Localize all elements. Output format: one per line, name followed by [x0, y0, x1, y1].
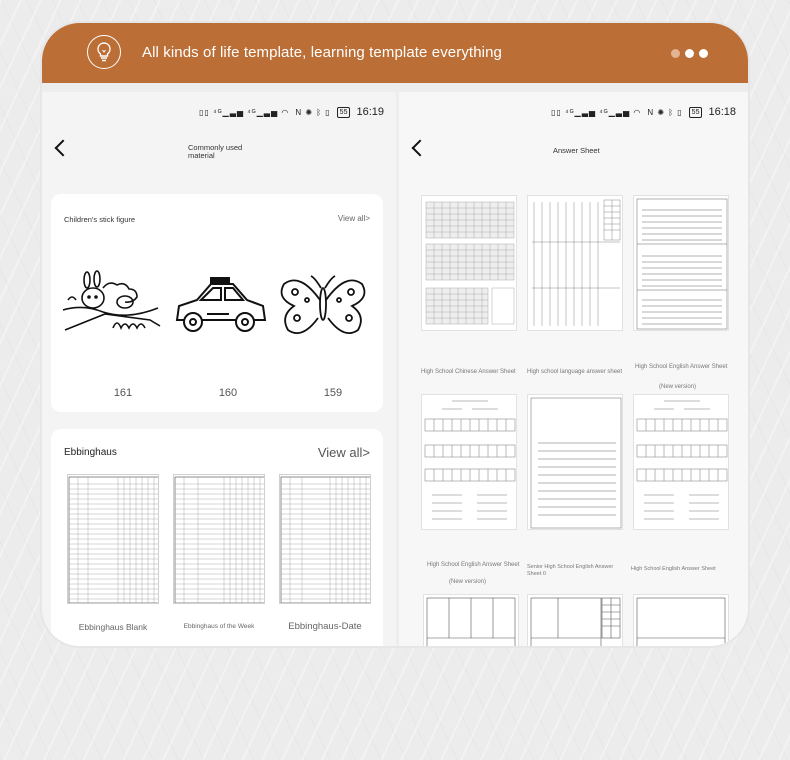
- answer-sheet-thumbnail[interactable]: [421, 394, 517, 530]
- ebbinghaus-week-thumbnail[interactable]: [173, 474, 265, 604]
- header-banner: [42, 23, 748, 83]
- answer-sheet-thumbnail[interactable]: [633, 195, 729, 331]
- right-phone-screen: [399, 92, 748, 646]
- left-phone-screen: [42, 92, 396, 646]
- item-count: 159: [323, 387, 343, 399]
- answer-sheet-thumbnail[interactable]: [633, 594, 729, 648]
- banner-title: All kinds of life template, learning template everything: [142, 44, 502, 61]
- answer-sheet-thumbnail[interactable]: [633, 394, 729, 530]
- carousel-dots[interactable]: [671, 49, 708, 58]
- battery-icon: 55: [337, 107, 351, 118]
- ebbinghaus-blank-thumbnail[interactable]: [67, 474, 159, 604]
- bunny-scene-drawing-icon[interactable]: [63, 270, 163, 340]
- page-title: Commonly used material: [188, 143, 243, 160]
- thumbnail-caption: Ebbinghaus-Date: [288, 621, 362, 632]
- thumbnail-caption-note: (New version): [449, 579, 487, 585]
- ebbinghaus-date-thumbnail[interactable]: [279, 474, 371, 604]
- system-icons: N ✺ ᛒ ▯: [295, 107, 331, 117]
- status-bar: [199, 106, 384, 118]
- answer-sheet-thumbnail[interactable]: [423, 594, 519, 648]
- status-time: 16:19: [356, 106, 384, 118]
- app-showcase-frame: [40, 21, 750, 648]
- status-time: 16:18: [708, 106, 736, 118]
- page-title: Answer Sheet: [553, 146, 600, 155]
- answer-sheet-thumbnail[interactable]: [527, 594, 623, 648]
- status-bar: [551, 106, 736, 118]
- answer-sheet-thumbnail[interactable]: [421, 195, 517, 331]
- battery-icon: 55: [689, 107, 703, 118]
- carousel-dot[interactable]: [699, 49, 708, 58]
- view-all-link[interactable]: View all>: [317, 445, 370, 460]
- thumbnail-caption: Senior High School English Answer Sheet 0: [527, 564, 614, 577]
- signal-icons: ▯▯ ⁴ᴳ▁▃▅ ⁴ᴳ▁▃▅ ◠: [199, 107, 290, 117]
- answer-sheet-thumbnail[interactable]: [527, 394, 623, 530]
- carousel-dot[interactable]: [685, 49, 694, 58]
- thumbnail-caption: Ebbinghaus Blank: [78, 622, 148, 632]
- answer-sheet-thumbnail[interactable]: [527, 195, 623, 331]
- butterfly-drawing-icon[interactable]: [273, 270, 373, 340]
- ebbinghaus-card: [51, 429, 383, 648]
- thumbnail-caption: High School English Answer Sheet: [631, 566, 716, 572]
- back-chevron-icon[interactable]: [55, 140, 72, 157]
- signal-icons: ▯▯ ⁴ᴳ▁▃▅ ⁴ᴳ▁▃▅ ◠: [551, 107, 642, 117]
- thumbnail-caption: Ebbinghaus of the Week: [183, 623, 255, 630]
- item-count: 161: [113, 387, 133, 399]
- thumbnail-caption: High School Chinese Answer Sheet: [421, 369, 516, 375]
- thumbnail-caption: High School English Answer Sheet: [427, 562, 520, 568]
- thumbnail-caption-note: (New version): [659, 384, 697, 390]
- lightbulb-icon: [87, 35, 121, 69]
- back-chevron-icon[interactable]: [412, 140, 429, 157]
- view-all-link[interactable]: View all>: [337, 214, 370, 223]
- card-title: Children's stick figure: [64, 215, 136, 224]
- item-count: 160: [218, 387, 238, 399]
- thumbnail-caption: High school language answer sheet: [527, 369, 623, 375]
- taxi-drawing-icon[interactable]: [169, 270, 269, 340]
- thumbnail-caption: High School English Answer Sheet: [635, 364, 728, 370]
- system-icons: N ✺ ᛒ ▯: [647, 107, 683, 117]
- carousel-dot[interactable]: [671, 49, 680, 58]
- stick-figure-card: [51, 194, 383, 412]
- card-title: Ebbinghaus: [64, 447, 117, 458]
